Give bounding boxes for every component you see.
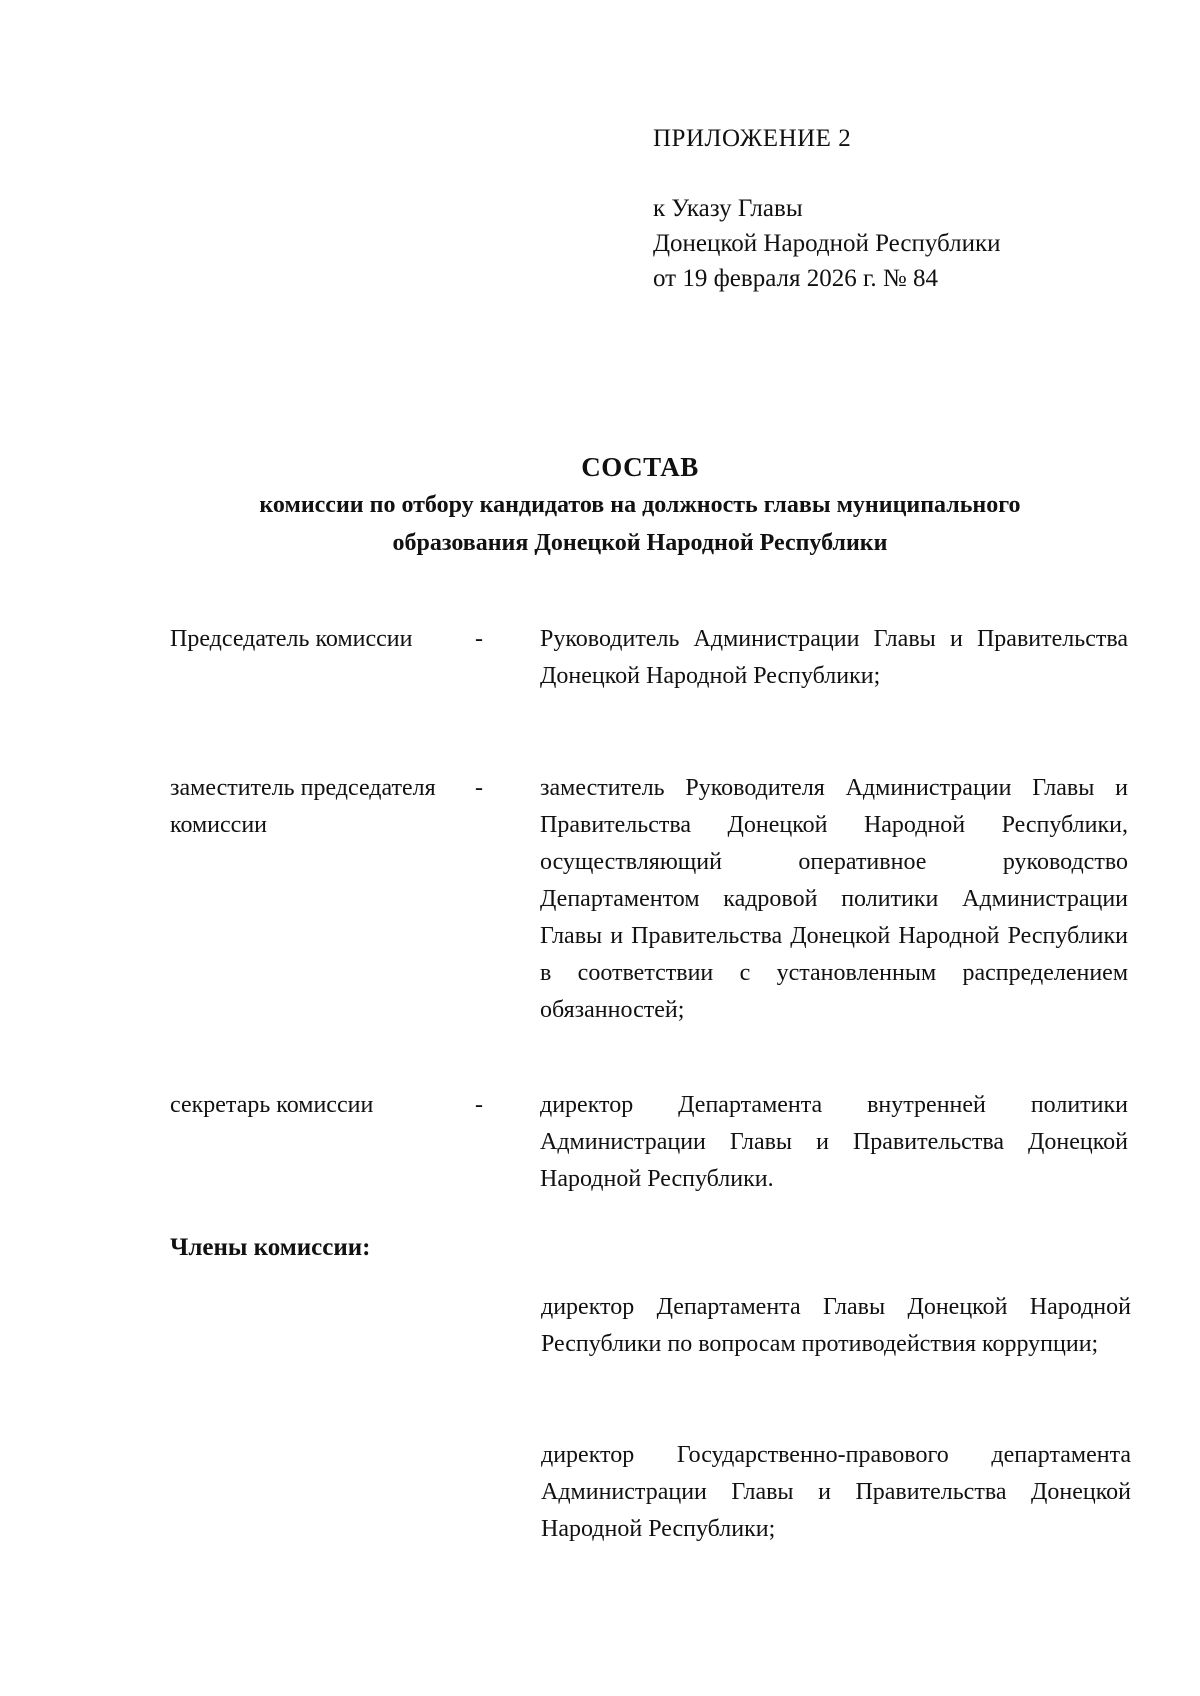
role-description: директор Департамента внутренней политики Администрации Главы и Правительства Донецкой Народной Республики. <box>540 1092 1128 1192</box>
annex-line-3: от 19 февраля 2026 г. № 84 <box>653 265 939 292</box>
role-description: Руководитель Администрации Главы и Правительства Донецкой Народной Республики; <box>540 626 1128 689</box>
annex-title: ПРИЛОЖЕНИЕ 2 <box>653 125 852 152</box>
document-title: СОСТАВ <box>581 452 699 482</box>
annex-reference <box>653 191 1153 296</box>
document-subtitle-line-1: комиссии по отбору кандидатов на должность главы муниципального <box>259 492 1021 518</box>
dash-separator: - <box>475 1092 483 1118</box>
members-heading: Члены комиссии: <box>170 1234 371 1261</box>
annex-line-1: к Указу Главы <box>653 195 803 222</box>
role-label: Председатель комиссии <box>170 626 413 652</box>
role-label: заместитель председателя комиссии <box>170 775 436 838</box>
annex-line-2: Донецкой Народной Республики <box>653 230 1001 257</box>
document-subtitle-line-2: образования Донецкой Народной Республики <box>392 530 888 556</box>
dash-separator: - <box>475 775 483 801</box>
member-entry: директор Департамента Главы Донецкой Народной Республики по вопросам противодействия коррупции; <box>541 1294 1131 1357</box>
role-description: заместитель Руководителя Администрации Главы и Правительства Донецкой Народной Республики, осуществляющий оперативное руководство Департаментом кадровой политики Администрации Главы и Правительства Донецкой Народной Республики в соответствии с установленным распределением обязанностей; <box>540 775 1128 1023</box>
role-label: секретарь комиссии <box>170 1092 374 1118</box>
member-entry: директор Государственно-правового департамента Администрации Главы и Правительства Донецкой Народной Республики; <box>541 1442 1131 1542</box>
dash-separator: - <box>475 626 483 652</box>
document-heading <box>170 448 1110 562</box>
annex-block <box>653 120 1153 296</box>
